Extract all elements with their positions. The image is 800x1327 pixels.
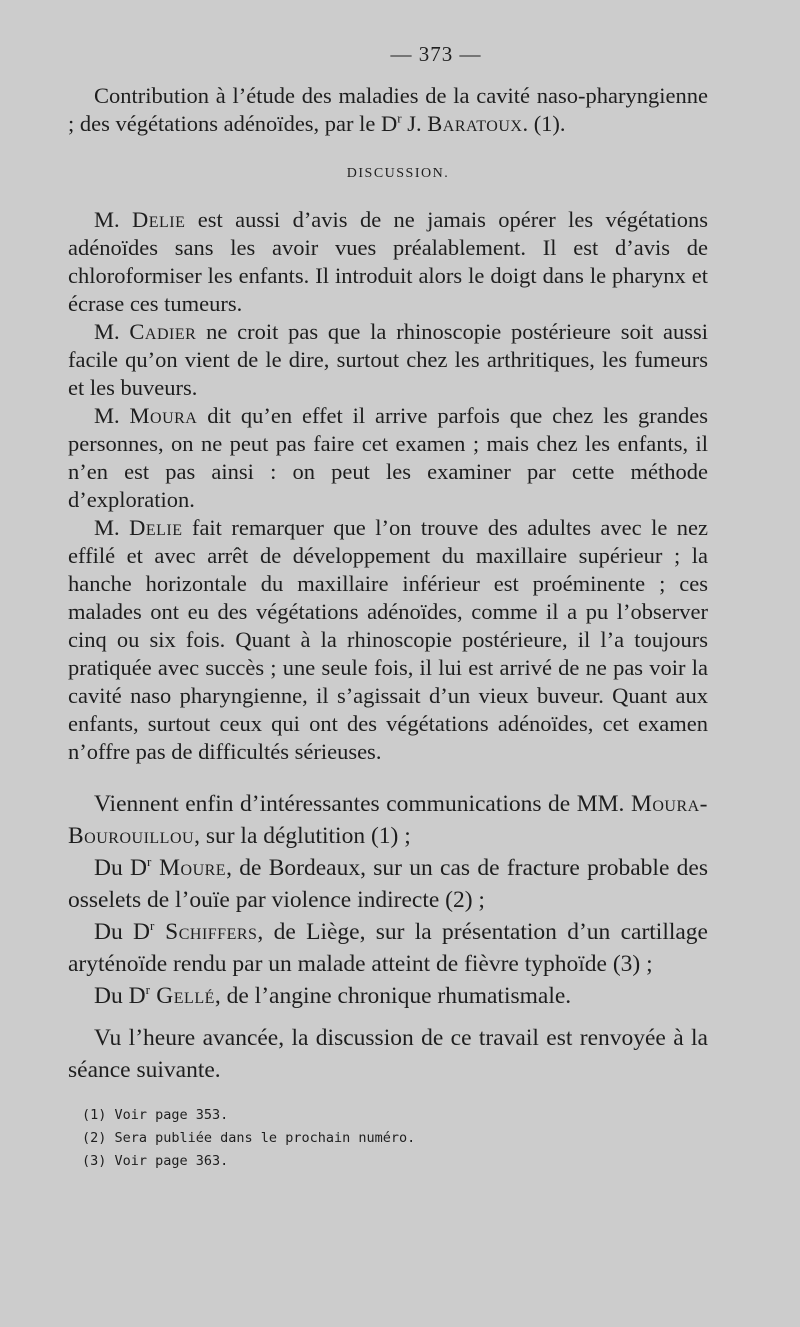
contribution-after-sup: J. [401, 111, 428, 136]
item-sup: r [145, 982, 150, 998]
contribution-author: Baratoux [427, 111, 523, 136]
item-text: , de Liège, sur la présentation d’un cartillage aryténoïde rendu par un malade atteint de fièvre typhoïde (3) ; [68, 919, 708, 977]
intro-text: Viennent enfin d’intéressantes communications de MM. [94, 791, 631, 817]
closing-paragraph: Vu l’heure avancée, la discussion de ce travail est renvoyée à la séance suivante. [68, 1025, 708, 1083]
item-prefix: Du D [94, 855, 147, 881]
communications-intro [68, 788, 708, 852]
section-gap [68, 766, 708, 788]
item-name: Moure [151, 855, 227, 881]
item-prefix: Du D [94, 983, 146, 1009]
contribution-sup: r [397, 110, 402, 126]
communication-item [68, 980, 708, 1012]
footnote: (2) Sera publiée dans le prochain numéro. [82, 1130, 416, 1146]
communication-item [68, 916, 708, 980]
speaker-prefix: M. [94, 403, 130, 428]
footnote: (1) Voir page 353. [82, 1107, 229, 1123]
paragraph-text: fait remarquer que l’on trouve des adultes avec le nez effilé et avec arrêt de développement du maxillaire supérieur ; la hanche horizontale du maxillaire inférieur est proéminente ; ces malades ont eu des végétations adénoïdes, comme il a pu l’observer cinq ou six fois. Quant à la rhinoscopie postérieure, il l’a toujours pratiquée avec succès ; une seule fois, il lui est arrivé de ne pas voir la cavité naso pharyngienne, il s’agissait d’un vieux buveur. Quant aux enfants, surtout ceux qui ont des végétations adénoïdes, cet examen n’offre pas de difficultés sérieuses. [68, 515, 709, 764]
speaker-prefix: M. [94, 319, 130, 344]
speaker-prefix: M. [94, 207, 133, 232]
speaker-prefix: M. [94, 515, 130, 540]
paragraph-text: dit qu’en effet il arrive parfois que chez les grandes personnes, on ne peut pas faire cet examen ; mais chez les enfants, il n’en est pas ainsi : on peut les examiner par cette méthode d’exploration. [68, 403, 708, 512]
discussion-paragraph [68, 514, 708, 766]
discussion-paragraph [68, 318, 708, 402]
discussion-paragraph [68, 206, 708, 318]
speaker-name: Moura [129, 403, 198, 428]
item-name: Gellé [149, 983, 215, 1009]
speaker-name: Cadier [129, 319, 197, 344]
footnotes [68, 1104, 708, 1173]
paragraph-text: ne croit pas que la rhinoscopie postérieure soit aussi facile qu’on vient de le dire, surtout chez les arthritiques, les fumeurs et les buveurs. [68, 319, 708, 400]
item-text: , de Bordeaux, sur un cas de fracture probable des osselets de l’ouïe par violence indirecte (2) ; [68, 855, 708, 913]
contribution-title [68, 82, 708, 138]
item-name: Schiffers [154, 919, 258, 945]
speaker-name: Delie [129, 515, 183, 540]
paragraph-text: est aussi d’avis de ne jamais opérer les végétations adénoïdes sans les avoir vues préalablement. Il est d’avis de chloroformiser les enfants. Il introduit alors le doigt dans le pharynx et écrase ces tumeurs. [68, 207, 708, 316]
text-block [68, 40, 708, 1173]
footnote: (3) Voir page 363. [82, 1153, 229, 1169]
intro-names: Moura-Bourouillou [68, 791, 708, 849]
discussion-heading: DISCUSSION. [346, 166, 450, 181]
item-prefix: Du D [94, 919, 150, 945]
contribution-end: . (1). [522, 111, 566, 136]
communication-item [68, 852, 708, 916]
small-gap [68, 1012, 708, 1022]
intro-end: , sur la déglutition (1) ; [194, 823, 411, 849]
item-text: , de l’angine chronique rhumatismale. [214, 983, 572, 1009]
item-sup: r [150, 918, 155, 934]
discussion-paragraph [68, 402, 708, 514]
speaker-name: Delie [132, 207, 186, 232]
contribution-text: Contribution à l’étude des maladies de la cavité naso-pharyngienne ; des végétations adénoïdes, par le D [68, 83, 708, 136]
page-number: — 373 — [390, 42, 482, 66]
item-sup: r [146, 854, 152, 870]
